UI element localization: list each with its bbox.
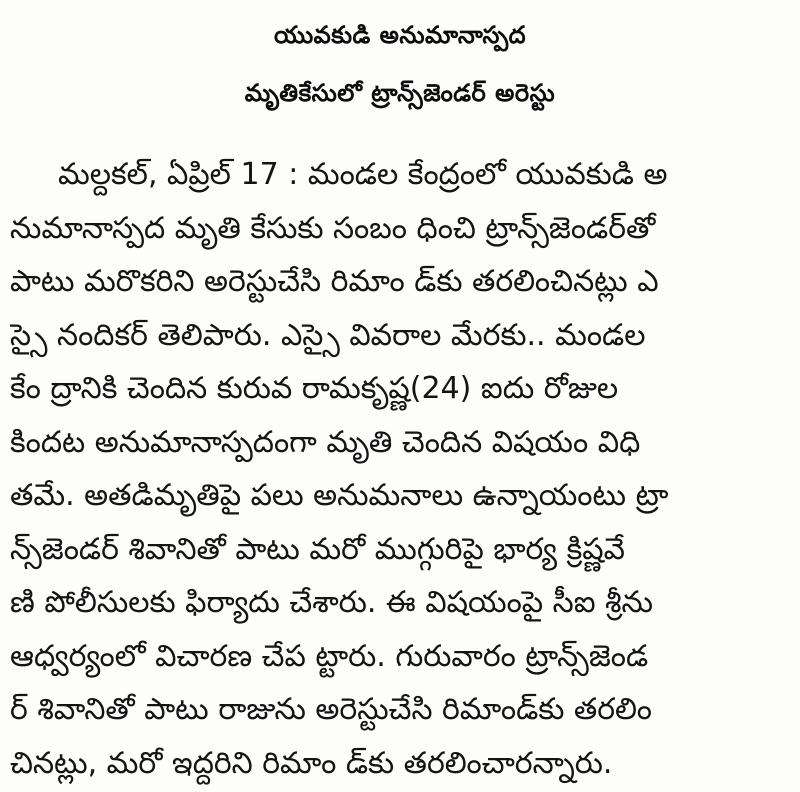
body-line-10: ఆధ్వర్యంలో విచారణ చేప ట్టారు. గురువారం ట్రాన్స్‌జెండ (10, 638, 649, 674)
article-body (10, 148, 792, 790)
body-line-7: తమే. అతడిమృతిపై పలు అనుమనాలు ఉన్నాయంటు ట్రా (10, 478, 669, 513)
body-line-3: పాటు మరొకరిని అరెస్టుచేసి రిమాం డ్‌కు తరలించినట్లు ఎ (10, 264, 659, 299)
body-line-9: ణి పోలీసులకు ఫిర్యాదు చేశారు. ఈ విషయంపై సీఐ శ్రీను (10, 585, 653, 620)
headline-line-2: మృతికేసులో ట్రాన్స్‌జెండర్ అరెస్టు (244, 79, 556, 107)
body-line-5: కేం ద్రానికి చెందిన కురువ రామకృష్ణ(24) ఐదు రోజుల (10, 371, 619, 406)
body-line-2: నుమానాస్పద మృతి కేసుకు సంబం ధించి ట్రాన్స్‌జెండర్‌తో (10, 210, 656, 246)
body-line-11: ర్ శివానితో పాటు రాజును అరెస్టుచేసి రిమాండ్‌కు తరలిం (10, 692, 652, 727)
body-line-4: స్సై నందికర్ తెలిపారు. ఎస్సై వివరాల మేరకు.. మండల (10, 317, 646, 353)
body-line-8: న్స్‌జెండర్ శివానితో పాటు మరో ముగ్గురిపై భార్య క్రిష్ణవే (10, 531, 625, 567)
body-line-12: చినట్లు, మరో ఇద్దరిని రిమాం డ్‌కు తరలించారన్నారు. (10, 745, 613, 781)
body-line-1: మల్దకల్, ఏప్రిల్ 17 : మండల కేంద్రంలో యువకుడి అ (58, 157, 668, 192)
headline (0, 0, 800, 122)
body-line-6: కిందట అనుమానాస్పదంగా మృతి చెందిన విషయం విధి (10, 424, 641, 460)
headline-line-1: యువకుడి అనుమానాస్పద (273, 21, 527, 49)
